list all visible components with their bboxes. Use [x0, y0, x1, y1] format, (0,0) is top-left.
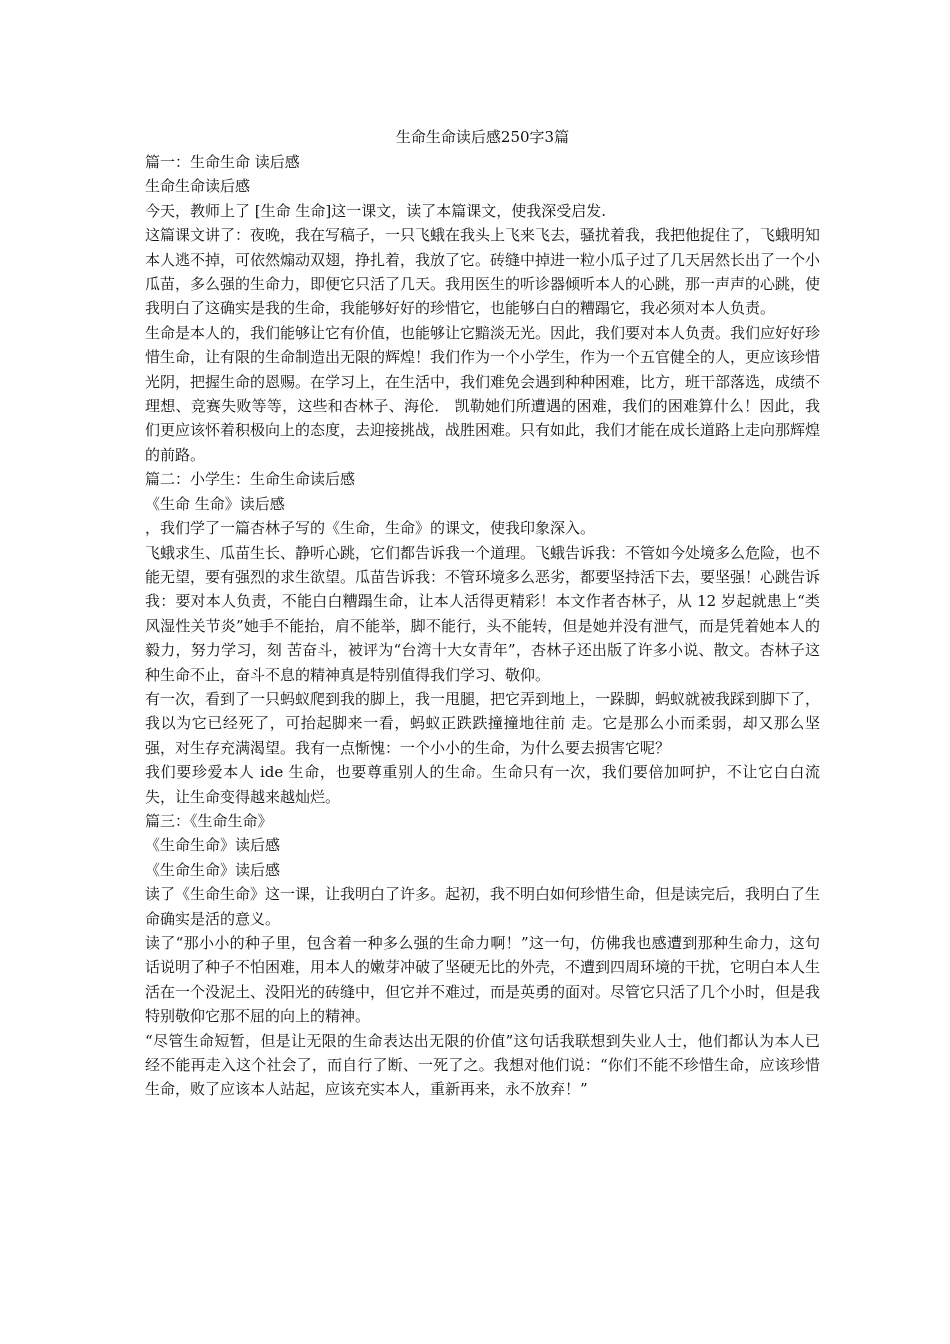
- paragraph: 我们要珍爱本人 ide 生命，也要尊重别人的生命。生命只有一次，我们要倍加呵护，不让它白白流失，让生命变得越来越灿烂。: [145, 763, 820, 806]
- paragraph: 读了《生命生命》这一课，让我明白了许多。起初，我不明白如何珍惜生命，但是读完后，我明白了生命确实是活的意义。: [145, 885, 821, 928]
- paragraph: 《生命生命》读后感: [145, 836, 281, 855]
- paragraph: 这篇课文讲了：夜晚，我在写稿子，一只飞蛾在我头上飞来飞去，骚扰着我，我把他捉住了，飞蛾明知本人逃不掉，可依然煽动双翅，挣扎着，我放了它。砖缝中掉进一粒小瓜子过了几天居然长出了一个小瓜苗，多么强的生命力，即便它只活了几天。我用医生的听诊器倾听本人的心跳，那一声声的心跳，使我明白了这确实是我的生命，我能够好好的珍惜它，也能够白白的糟蹋它，我必须对本人负责。: [145, 226, 821, 318]
- paragraph: 《生命生命》读后感: [145, 860, 281, 879]
- paragraph: “尽管生命短暂，但是让无限的生命表达出无限的价值”这句话我联想到失业人士，他们都认为本人已经不能再走入这个社会了，而自行了断、一死了之。我想对他们说：“你们不能不珍惜生命，应该珍惜生命，败了应该本人站起，应该充实本人，重新再来，永不放弃！”: [145, 1031, 820, 1099]
- paragraph: 生命生命读后感: [145, 177, 251, 196]
- paragraph: 读了“那小小的种子里，包含着一种多么强的生命力啊！”这一句，仿佛我也感遭到那种生命力，这句话说明了种子不怕困难，用本人的嫩芽冲破了坚硬无比的外壳，不遭到四周环境的干扰，它明白本人生活在一个没泥土、没阳光的砖缝中，但它并不难过，而是英勇的面对。尽管它只活了几个小时，但是我特别敬仰它那不屈的向上的精神。: [145, 934, 821, 1026]
- document-title: 生命生命读后感250字3篇: [395, 128, 570, 146]
- paragraph: 飞蛾求生、瓜苗生长、静听心跳，它们都告诉我一个道理。飞蛾告诉我：不管如今处境多么危险，也不能无望，要有强烈的求生欲望。瓜苗告诉我：不管环境多么恶劣，都要坚持活下去，要坚强！心跳告诉我：要对本人负责，不能白白糟蹋生命，让本人活得更精彩！本文作者杏林子，从 12 岁起就患上“类风湿性关节炎”她手不能抬，肩不能举，脚不能行，头不能转，但是她并没有泄气，而是凭着她本人的毅力，努力学习，刻 苦奋斗，被评为“台湾十大女青年”，杏林子还出版了许多小说、散文。杏林子这种生命不止，奋斗不息的精神真是特别值得我们学习、敬仰。: [145, 543, 821, 684]
- paragraph: 生命是本人的，我们能够让它有价值，也能够让它黯淡无光。因此，我们要对本人负责。我们应好好珍惜生命，让有限的生命制造出无限的辉煌！我们作为一个小学生，作为一个五官健全的人，更应该珍惜光阴，把握生命的恩赐。在学习上，在生活中，我们难免会遇到种种困难，比方，班干部落选，成绩不理想、竞赛失败等等，这些和杏林子、海伦． 凯勒她们所遭遇的困难，我们的困难算什么！因此，我们更应该怀着积极向上的态度，去迎接挑战，战胜困难。只有如此，我们才能在成长道路上走向那辉煌的前路。: [145, 323, 821, 464]
- paragraph: ，我们学了一篇杏林子写的《生命，生命》的课文，使我印象深入。: [145, 519, 596, 538]
- section-heading-2: 篇二：小学生：生命生命读后感: [145, 470, 356, 489]
- document-body: [145, 150, 820, 1102]
- section-heading-3: 篇三：《生命生命》: [145, 811, 273, 830]
- paragraph: 有一次，看到了一只蚂蚁爬到我的脚上，我一甩腿，把它弄到地上，一跺脚，蚂蚁就被我踩到脚下了，我以为它已经死了，可抬起脚来一看，蚂蚁正跌跌撞撞地往前 走。它是那么小而柔弱，却又那么坚强，对生存充满渴望。我有一点惭愧：一个小小的生命，为什么要去损害它呢？: [145, 689, 821, 757]
- section-heading-1: 篇一：生命生命 读后感: [145, 153, 300, 171]
- document-page: [145, 124, 820, 1102]
- paragraph: 《生命 生命》读后感: [145, 494, 285, 513]
- paragraph: 今天，教师上了 [生命 生命]这一课文，读了本篇课文，使我深受启发.: [145, 201, 607, 220]
